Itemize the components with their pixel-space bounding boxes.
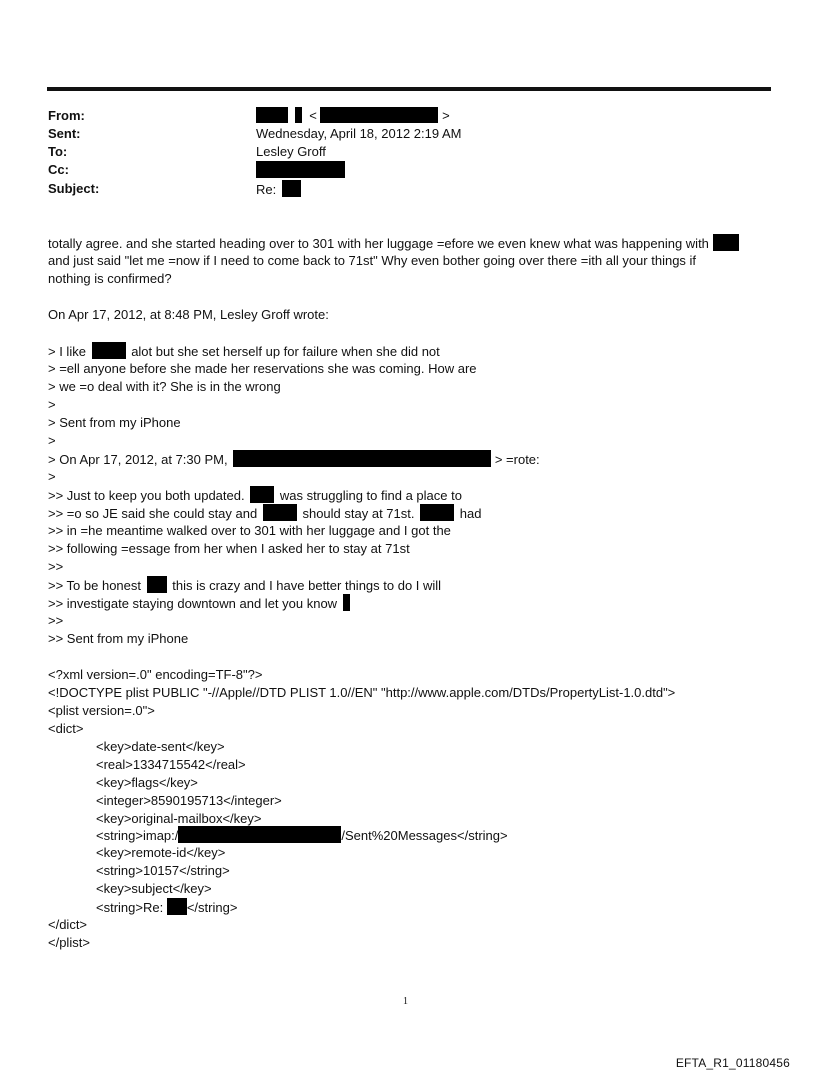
plist-line: <?xml version=.0" encoding=TF-8"?> (48, 667, 263, 682)
reply-attribution: On Apr 17, 2012, at 8:48 PM, Lesley Groff wrote: (48, 307, 329, 322)
plist-line (96, 826, 508, 845)
plist-text: <string>Re: (96, 900, 164, 915)
plist-line: <key>flags</key> (96, 775, 198, 790)
cc-label: Cc: (48, 162, 69, 177)
redaction-box (713, 234, 739, 251)
subject-value (256, 180, 301, 199)
quoted-text: > On Apr 17, 2012, at 7:30 PM, (48, 452, 228, 467)
redaction-box (295, 107, 302, 123)
redaction-box (178, 826, 341, 843)
quoted-text: should stay at 71st. (302, 506, 415, 521)
redaction-box (263, 504, 297, 521)
plist-text: /Sent%20Messages</string> (341, 828, 508, 843)
quoted-text: >> Just to keep you both updated. (48, 488, 245, 503)
plist-line: <dict> (48, 721, 84, 736)
from-label: From: (48, 108, 85, 123)
cc-value (256, 161, 345, 180)
from-lt: < (309, 108, 317, 123)
body-line (48, 234, 739, 253)
redaction-box (256, 161, 345, 178)
redaction-box (282, 180, 301, 197)
redaction-box (320, 107, 438, 123)
quoted-text: >> investigate staying downtown and let you know (48, 596, 338, 611)
redaction-box (233, 450, 491, 467)
quoted-line: >> following =essage from her when I asked her to stay at 71st (48, 541, 410, 556)
quoted-line (48, 450, 540, 469)
quoted-line: > Sent from my iPhone (48, 415, 181, 430)
quoted-text: was struggling to find a place to (279, 488, 462, 503)
quoted-line: > (48, 397, 56, 412)
subject-label: Subject: (48, 181, 100, 196)
quoted-line (48, 504, 481, 523)
quoted-text: > I like (48, 344, 86, 359)
redaction-box (256, 107, 288, 123)
quoted-line: > (48, 433, 56, 448)
body-line: and just said "let me =now if I need to come back to 71st" Why even bother going over there =ith all your things if (48, 253, 697, 268)
quoted-line: >> (48, 559, 64, 574)
plist-line: <!DOCTYPE plist PUBLIC "-//Apple//DTD PLIST 1.0//EN" "http://www.apple.com/DTDs/PropertyList-1.0.dtd"> (48, 685, 676, 700)
quoted-line: > we =o deal with it? She is in the wrong (48, 379, 281, 394)
plist-line: <real>1334715542</real> (96, 757, 246, 772)
quoted-text: had (459, 506, 482, 521)
quoted-text: >> =o so JE said she could stay and (48, 506, 258, 521)
page-number: 1 (403, 996, 408, 1007)
document-id: EFTA_R1_01180456 (675, 1056, 790, 1070)
plist-text: <string>imap:/ (96, 828, 179, 843)
plist-line: </dict> (48, 917, 88, 932)
quoted-line (48, 576, 441, 595)
quoted-line: >> Sent from my iPhone (48, 631, 189, 646)
plist-line: <plist version=.0"> (48, 703, 155, 718)
subject-text: Re: (256, 182, 277, 197)
from-value (256, 107, 450, 125)
from-gt: > (442, 108, 450, 123)
plist-line: <key>original-mailbox</key> (96, 811, 262, 826)
plist-line: <key>subject</key> (96, 881, 212, 896)
plist-line: <key>date-sent</key> (96, 739, 225, 754)
plist-line: <key>remote-id</key> (96, 845, 226, 860)
quoted-text: >> To be honest (48, 578, 142, 593)
redaction-box (167, 898, 187, 915)
header-rule (47, 87, 771, 91)
quoted-line: > =ell anyone before she made her reservations she was coming. How are (48, 361, 477, 376)
body-line: nothing is confirmed? (48, 271, 172, 286)
quoted-text: this is crazy and I have better things to do I will (172, 578, 442, 593)
sent-label: Sent: (48, 126, 81, 141)
quoted-line (48, 486, 462, 505)
redaction-box (92, 342, 126, 359)
quoted-line: >> in =he meantime walked over to 301 with her luggage and I got the (48, 523, 451, 538)
quoted-line: >> (48, 613, 64, 628)
plist-line: <string>10157</string> (96, 863, 230, 878)
quoted-text: alot but she set herself up for failure when she did not (131, 344, 440, 359)
plist-line (96, 898, 237, 917)
redaction-box (250, 486, 274, 503)
quoted-line: > (48, 469, 56, 484)
quoted-line (48, 594, 350, 613)
quoted-line (48, 342, 440, 361)
redaction-box (147, 576, 167, 593)
to-value: Lesley Groff (256, 144, 326, 159)
redaction-box (343, 594, 350, 611)
plist-line: </plist> (48, 935, 90, 950)
plist-line: <integer>8590195713</integer> (96, 793, 282, 808)
quoted-text: > =rote: (494, 452, 540, 467)
body-text: totally agree. and she started heading over to 301 with her luggage =efore we even knew what was happening with (48, 236, 709, 251)
to-label: To: (48, 144, 68, 159)
sent-value: Wednesday, April 18, 2012 2:19 AM (256, 126, 462, 141)
plist-text: </string> (186, 900, 238, 915)
redaction-box (420, 504, 454, 521)
